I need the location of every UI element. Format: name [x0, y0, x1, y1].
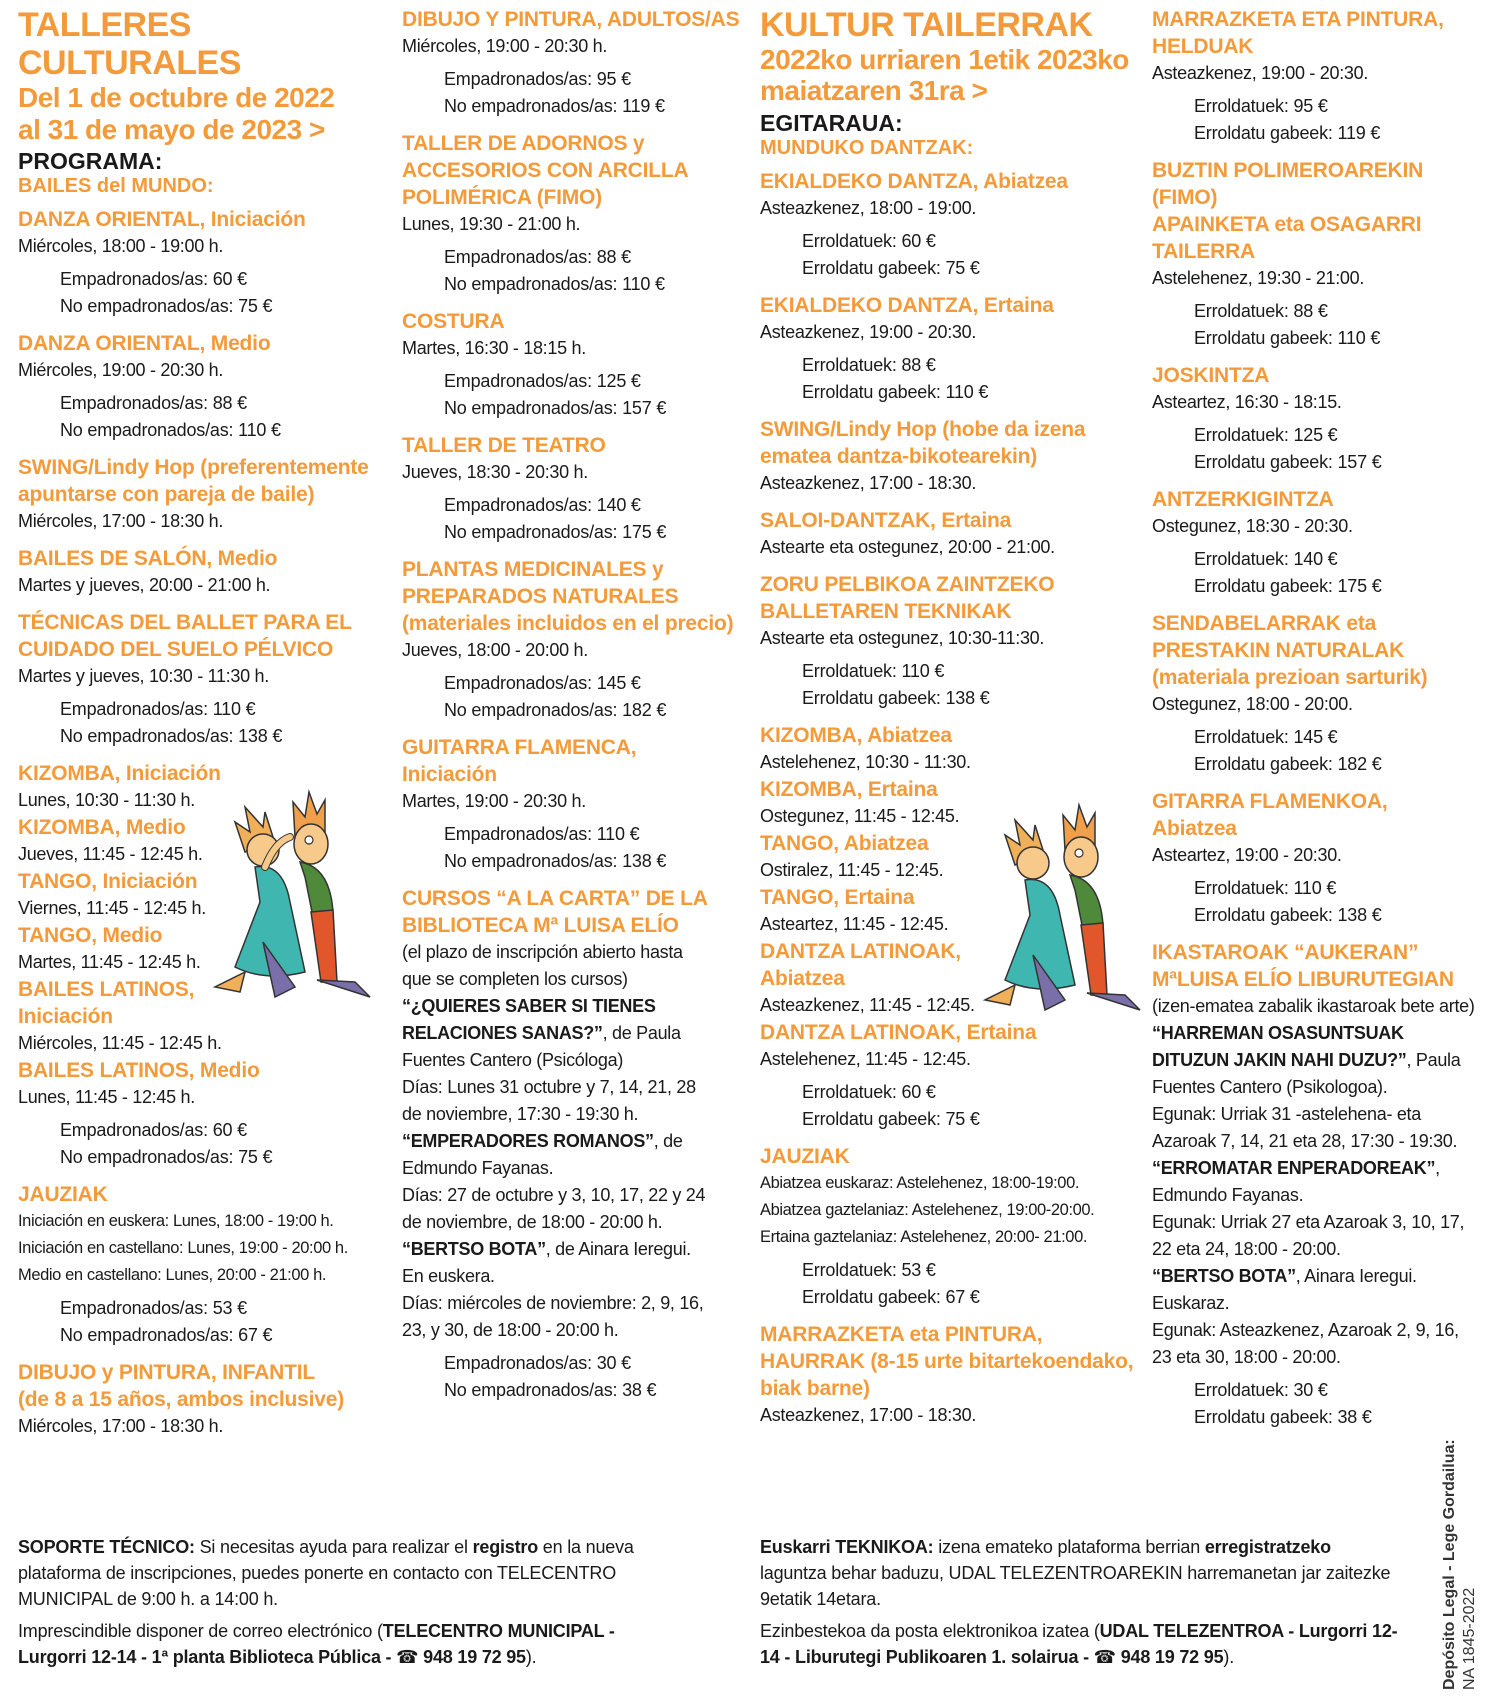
talk-title-line — [1152, 1047, 1482, 1074]
legal-deposit — [1440, 1400, 1480, 1690]
price-block — [1152, 546, 1482, 600]
price-block — [18, 696, 388, 750]
course-schedule: Ostegunez, 18:30 - 20:30. — [1152, 516, 1353, 536]
talk-detail: Fuentes Cantero (Psikologoa). — [1152, 1077, 1388, 1097]
library-title: CURSOS “A LA CARTA” DE LA — [402, 887, 708, 910]
course-price: Erroldatuek: 110 € — [802, 661, 945, 682]
course-schedule: Astelehenez, 11:45 - 12:45. — [760, 1049, 971, 1070]
course-schedule: Lunes, 11:45 - 12:45 h. — [18, 1087, 195, 1108]
course-price: No empadronados/as: 75 € — [60, 296, 273, 317]
course-schedule: Ostiralez, 11:45 - 12:45. — [760, 860, 944, 881]
date-range-eu-1: 2022ko urriaren 1etik 2023ko — [760, 44, 1129, 76]
course-price: Erroldatu gabeek: 175 € — [1194, 576, 1382, 596]
course-section — [760, 722, 1145, 776]
course-schedule: Astelehenez, 19:30 - 21:00. — [1152, 268, 1365, 288]
course-price: Erroldatuek: 110 € — [1194, 878, 1337, 898]
course-title: BUZTIN POLIMEROAREKIN (FIMO) — [1152, 159, 1424, 209]
column-es-2 — [402, 6, 762, 1404]
course-schedule: Asteartez, 16:30 - 18:15. — [1152, 392, 1342, 412]
talk-title-line — [1152, 1263, 1482, 1290]
price-block — [18, 1295, 388, 1349]
course-price: Erroldatuek: 60 € — [802, 231, 936, 252]
course-schedule: Asteazkenez, 18:00 - 19:00. — [760, 198, 977, 219]
course-price: Erroldatu gabeek: 182 € — [1194, 754, 1382, 774]
library-title: MªLUISA ELÍO LIBURUTEGIAN — [1152, 968, 1454, 991]
talk-detail: de noviembre, 17:30 - 19:30 h. — [402, 1104, 639, 1124]
date-range-es-2: al 31 de mayo de 2023 > — [18, 113, 325, 145]
course-price: Erroldatu gabeek: 110 € — [1194, 328, 1381, 348]
course-title: GITARRA FLAMENKOA, — [1152, 790, 1388, 813]
course-price: Empadronados/as: 140 € — [444, 495, 641, 515]
dancing-couple-drawing — [985, 805, 1140, 1010]
price-block — [402, 492, 762, 546]
course-title: Iniciación — [18, 1005, 113, 1029]
course-schedule: Miércoles, 17:00 - 18:30 h. — [18, 511, 224, 532]
course-title: APAINKETA eta OSAGARRI TAILERRA — [1152, 213, 1422, 263]
course-schedule: Medio en castellano: Lunes, 20:00 - 21:00 h. — [18, 1266, 327, 1285]
course-title: TANGO, Iniciación — [18, 870, 198, 894]
library-title: IKASTAROAK “AUKERAN” — [1152, 941, 1419, 964]
talk-title-line — [1152, 1020, 1482, 1047]
tech-support-eu-text1: izena emateko plataforma berrian — [933, 1537, 1205, 1557]
tech-support-eu-contact: UDAL TELEZENTROA - Lurgorri 12-14 - Liburutegi Publikoaren 1. solairua - ☎ 948 19 72 95 — [760, 1621, 1398, 1667]
page-title-eu: KULTUR TAILERRAK — [760, 6, 1093, 44]
price-block — [18, 1117, 388, 1171]
talk-detail: 23, y 30, de 18:00 - 20:00 h. — [402, 1320, 619, 1340]
column-es-1 — [18, 6, 388, 1450]
course-schedule: Astearte eta ostegunez, 20:00 - 21:00. — [760, 537, 1055, 558]
talk-author: , — [1435, 1158, 1440, 1178]
munduko-dantzak-label: MUNDUKO DANTZAK: — [760, 137, 974, 160]
course-title: apuntarse con pareja de baile) — [18, 483, 315, 507]
course-schedule: Martes, 16:30 - 18:15 h. — [402, 338, 586, 358]
course-price: Erroldatuek: 88 € — [802, 355, 936, 376]
dancing-couple-illustration-eu — [975, 795, 1175, 1020]
course-title: EKIALDEKO DANTZA, Abiatzea — [760, 170, 1068, 194]
tech-support-es-registro: registro — [472, 1537, 538, 1557]
course-price: Erroldatu gabeek: 157 € — [1194, 452, 1382, 472]
talk-detail: En euskera. — [402, 1266, 495, 1286]
talk-detail: 22 eta 24, 18:00 - 20:00. — [1152, 1239, 1341, 1259]
course-title: Abiatzea — [760, 967, 845, 991]
course-schedule: Asteazkenez, 19:00 - 20:30. — [760, 322, 977, 343]
talk-author: , de Ainara Ieregui. — [545, 1239, 691, 1259]
course-schedule: Viernes, 11:45 - 12:45 h. — [18, 898, 206, 919]
course-price: Erroldatu gabeek: 75 € — [802, 258, 980, 279]
dancing-couple-drawing — [215, 792, 370, 997]
course-price: Erroldatuek: 60 € — [802, 1082, 936, 1103]
course-title: KIZOMBA, Iniciación — [18, 762, 221, 786]
course-title: DANZA ORIENTAL, Medio — [18, 332, 271, 356]
price-block — [402, 1350, 762, 1404]
course-price: Empadronados/as: 30 € — [444, 1353, 631, 1373]
column-eu-1 — [760, 6, 1145, 1439]
tech-support-es-text3: Imprescindible disponer de correo electrónico ( — [18, 1621, 383, 1641]
talk-detail: 23 eta 30, 18:00 - 20:00. — [1152, 1347, 1341, 1367]
course-schedule: Asteartez, 11:45 - 12:45. — [760, 914, 949, 935]
price-block — [402, 368, 762, 422]
talk-detail: Azaroak 7, 14, 21 eta 28, 17:30 - 19:30. — [1152, 1131, 1458, 1151]
course-title: BAILES LATINOS, — [18, 978, 195, 1002]
course-price: No empadronados/as: 38 € — [444, 1380, 657, 1400]
course-title: ACCESORIOS CON ARCILLA — [402, 159, 689, 182]
price-block — [1152, 298, 1482, 352]
course-title: EKIALDEKO DANTZA, Ertaina — [760, 294, 1054, 318]
course-title: JOSKINTZA — [1152, 364, 1270, 387]
course-section — [18, 1359, 388, 1440]
course-title: KIZOMBA, Abiatzea — [760, 724, 952, 748]
course-price: No empadronados/as: 75 € — [60, 1147, 273, 1168]
date-range-eu-2: maiatzaren 31ra > — [760, 75, 988, 107]
course-price: Erroldatuek: 30 € — [1194, 1380, 1328, 1400]
talk-detail: Edmundo Fayanas. — [1152, 1185, 1304, 1205]
talk-title: “BERTSO BOTA” — [402, 1239, 546, 1259]
course-schedule: Ostegunez, 11:45 - 12:45. — [760, 806, 960, 827]
course-price: Erroldatu gabeek: 75 € — [802, 1109, 980, 1130]
course-title: Abiatzea — [1152, 817, 1237, 840]
library-intro: (izen-ematea zabalik ikastaroak bete arte) — [1152, 996, 1475, 1016]
egitaraua-label: EGITARAUA: — [760, 109, 903, 136]
course-title: KIZOMBA, Medio — [18, 816, 186, 840]
talk-author: , de Paula — [602, 1023, 681, 1043]
course-price: Erroldatu gabeek: 138 € — [1194, 905, 1382, 925]
course-title: DIBUJO y PINTURA, INFANTIL — [18, 1361, 315, 1385]
course-title: PRESTAKIN NATURALAK — [1152, 639, 1405, 662]
talk-title-line — [402, 993, 762, 1020]
course-price: Empadronados/as: 60 € — [60, 1120, 247, 1141]
library-title: BIBLIOTECA Mª LUISA ELÍO — [402, 914, 679, 937]
talk-detail: Euskaraz. — [1152, 1293, 1230, 1313]
course-schedule: Miércoles, 19:00 - 20:30 h. — [402, 36, 608, 56]
course-title: DANTZA LATINOAK, Ertaina — [760, 1021, 1037, 1045]
talk-title: DITUZUN JAKIN NAHI DUZU?” — [1152, 1050, 1407, 1070]
price-block — [1152, 93, 1482, 147]
course-title: HELDUAK — [1152, 35, 1254, 58]
course-section — [1152, 157, 1482, 352]
library-intro: (el plazo de inscripción abierto hasta — [402, 942, 683, 962]
tech-support-es-para2 — [18, 1618, 678, 1670]
talk-author: , de — [653, 1131, 683, 1151]
course-title: ANTZERKIGINTZA — [1152, 488, 1334, 511]
price-block — [402, 821, 762, 875]
tech-support-eu-text3: Ezinbestekoa da posta elektronikoa izatea ( — [760, 1621, 1100, 1641]
course-schedule: Jueves, 18:00 - 20:00 h. — [402, 640, 588, 660]
course-section — [402, 556, 762, 724]
talk-title-line — [1152, 1155, 1482, 1182]
course-schedule: Martes y jueves, 20:00 - 21:00 h. — [18, 575, 271, 596]
course-section — [1152, 610, 1482, 778]
course-schedule: Lunes, 19:30 - 21:00 h. — [402, 214, 581, 234]
course-section — [760, 1019, 1145, 1133]
price-block — [402, 244, 762, 298]
course-section — [18, 454, 388, 535]
course-section — [402, 308, 762, 422]
library-courses-es — [402, 885, 762, 1404]
course-title: POLIMÉRICA (FIMO) — [402, 186, 602, 209]
course-section — [1152, 486, 1482, 600]
price-block — [760, 1079, 1145, 1133]
course-section — [402, 6, 762, 120]
course-price: Erroldatuek: 53 € — [802, 1260, 936, 1281]
course-price: Empadronados/as: 88 € — [60, 393, 247, 414]
course-section — [1152, 6, 1482, 147]
course-title: SALOI-DANTZAK, Ertaina — [760, 509, 1012, 533]
course-price: Erroldatu gabeek: 110 € — [802, 382, 989, 403]
column-eu-2 — [1152, 6, 1482, 1431]
course-schedule: Jueves, 11:45 - 12:45 h. — [18, 844, 203, 865]
course-schedule: Asteazkenez, 19:00 - 20:30. — [1152, 63, 1369, 83]
course-title: CUIDADO DEL SUELO PÉLVICO — [18, 638, 334, 662]
course-title: TANGO, Medio — [18, 924, 163, 948]
talk-detail: Fuentes Cantero (Psicóloga) — [402, 1050, 624, 1070]
course-title: GUITARRA FLAMENCA, — [402, 736, 637, 759]
tech-support-es-text2: en la nueva plataforma de inscripciones, puedes ponerte en contacto con TELECENTRO MUNICIPAL de 9:00 h. a 14:00 h. — [18, 1537, 634, 1609]
course-title: BALLETAREN TEKNIKAK — [760, 600, 1012, 624]
course-section — [760, 292, 1145, 406]
course-title: COSTURA — [402, 310, 505, 333]
course-price: Erroldatu gabeek: 38 € — [1194, 1407, 1372, 1427]
course-title: DANZA ORIENTAL, Iniciación — [18, 208, 306, 232]
bailes-mundo-label: BAILES del MUNDO: — [18, 175, 214, 198]
talk-title: “EMPERADORES ROMANOS” — [402, 1131, 654, 1151]
course-section — [18, 330, 388, 444]
course-schedule: Iniciación en euskera: Lunes, 18:00 - 19:00 h. — [18, 1212, 334, 1231]
course-price: No empadronados/as: 67 € — [60, 1325, 273, 1346]
course-title: ZORU PELBIKOA ZAINTZEKO — [760, 573, 1055, 597]
talk-title: “BERTSO BOTA” — [1152, 1266, 1296, 1286]
tech-support-eu-erregistratzeko: erregistratzeko — [1204, 1537, 1331, 1557]
course-title: JAUZIAK — [18, 1183, 108, 1207]
course-price: No empadronados/as: 119 € — [444, 96, 665, 116]
course-section — [760, 507, 1145, 561]
course-title: (de 8 a 15 años, ambos inclusive) — [18, 1388, 345, 1412]
course-title: (materiales incluidos en el precio) — [402, 612, 734, 635]
course-title: DANTZA LATINOAK, — [760, 940, 961, 964]
course-price: Empadronados/as: 88 € — [444, 247, 631, 267]
course-schedule: Abiatzea gaztelaniaz: Astelehenez, 19:00-20:00. — [760, 1201, 1095, 1220]
course-price: Erroldatu gabeek: 138 € — [802, 688, 990, 709]
course-price: Empadronados/as: 110 € — [60, 699, 256, 720]
talk-detail: Días: miércoles de noviembre: 2, 9, 16, — [402, 1293, 704, 1313]
course-title: TANGO, Abiatzea — [760, 832, 929, 856]
course-section — [1152, 362, 1482, 476]
programa-label: PROGRAMA: — [18, 147, 163, 174]
course-list-eu-2 — [1152, 6, 1482, 929]
course-schedule: Miércoles, 19:00 - 20:30 h. — [18, 360, 224, 381]
course-schedule: Asteazkenez, 17:00 - 18:30. — [760, 1405, 977, 1426]
tech-support-es-text4: ). — [525, 1647, 537, 1667]
talk-author: , Paula — [1406, 1050, 1461, 1070]
course-price: Erroldatu gabeek: 67 € — [802, 1287, 980, 1308]
course-section — [402, 734, 762, 875]
tech-support-eu-para2 — [760, 1618, 1400, 1670]
course-price: No empadronados/as: 182 € — [444, 700, 667, 720]
talk-detail: Egunak: Urriak 31 -astelehena- eta — [1152, 1104, 1421, 1124]
course-price: Empadronados/as: 60 € — [60, 269, 247, 290]
course-schedule: Ertaina gaztelaniaz: Astelehenez, 20:00- 21:00. — [760, 1228, 1088, 1247]
course-price: No empadronados/as: 157 € — [444, 398, 667, 418]
talk-title-line — [402, 1236, 762, 1263]
course-title: HAURRAK (8-15 urte bitartekoendako, — [760, 1350, 1134, 1374]
course-price: Erroldatuek: 140 € — [1194, 549, 1338, 569]
course-price: Erroldatuek: 88 € — [1194, 301, 1328, 321]
price-block — [1152, 875, 1482, 929]
course-schedule: Abiatzea euskaraz: Astelehenez, 18:00-19:00. — [760, 1174, 1080, 1193]
price-block — [402, 670, 762, 724]
legal-deposit-number: NA 1845-2022 — [1461, 1587, 1478, 1690]
course-title: JAUZIAK — [760, 1145, 850, 1169]
course-schedule: Miércoles, 18:00 - 19:00 h. — [18, 236, 224, 257]
tech-support-es-lead: SOPORTE TÉCNICO: — [18, 1537, 195, 1557]
course-title: KIZOMBA, Ertaina — [760, 778, 938, 802]
course-section — [18, 1181, 388, 1349]
course-price: Empadronados/as: 145 € — [444, 673, 641, 693]
talk-title: RELACIONES SANAS?” — [402, 1023, 603, 1043]
course-section — [18, 1057, 388, 1171]
tech-support-es-para1 — [18, 1534, 678, 1612]
course-title: TÉCNICAS DEL BALLET PARA EL — [18, 611, 352, 635]
course-section — [18, 206, 388, 320]
tech-support-es-contact: TELECENTRO MUNICIPAL - Lurgorri 12-14 - 1ª planta Biblioteca Pública - ☎ 948 19 72 95 — [18, 1621, 615, 1667]
talk-title: “HARREMAN OSASUNTSUAK — [1152, 1023, 1404, 1043]
price-block — [18, 390, 388, 444]
course-price: No empadronados/as: 110 € — [60, 420, 281, 441]
price-block — [1152, 724, 1482, 778]
course-price: No empadronados/as: 138 € — [444, 851, 667, 871]
course-title: BAILES LATINOS, Medio — [18, 1059, 260, 1083]
tech-support-eu-text2: laguntza behar baduzu, UDAL TELEZENTROAREKIN harremanetan jar zaitezke 9etatik 14etara. — [760, 1563, 1391, 1609]
course-list-es-2 — [402, 6, 762, 875]
talk-author: , Ainara Ieregui. — [1295, 1266, 1417, 1286]
course-price: No empadronados/as: 110 € — [444, 274, 665, 294]
course-price: Erroldatuek: 145 € — [1194, 727, 1338, 747]
course-section — [18, 545, 388, 599]
course-title: MARRAZKETA eta PINTURA, — [760, 1323, 1043, 1347]
talk-detail: Días: Lunes 31 octubre y 7, 14, 21, 28 — [402, 1077, 696, 1097]
course-title: TALLER DE ADORNOS y — [402, 132, 645, 155]
talk-title-line — [402, 1020, 762, 1047]
course-price: Empadronados/as: 53 € — [60, 1298, 247, 1319]
course-schedule: Jueves, 18:30 - 20:30 h. — [402, 462, 588, 482]
course-title: SWING/Lindy Hop (hobe da izena — [760, 418, 1086, 442]
course-title: PLANTAS MEDICINALES y — [402, 558, 664, 581]
course-price: Erroldatu gabeek: 119 € — [1194, 123, 1381, 143]
course-schedule: Asteazkenez, 17:00 - 18:30. — [760, 473, 977, 494]
course-schedule: Miércoles, 17:00 - 18:30 h. — [18, 1416, 224, 1437]
talk-title-line — [402, 1128, 762, 1155]
course-title: SWING/Lindy Hop (preferentemente — [18, 456, 369, 480]
date-range-es-1: Del 1 de octubre de 2022 — [18, 82, 335, 114]
course-title: biak barne) — [760, 1377, 870, 1401]
talk-detail: de noviembre, de 18:00 - 20:00 h. — [402, 1212, 663, 1232]
course-price: Empadronados/as: 95 € — [444, 69, 631, 89]
talk-detail: Egunak: Asteazkenez, Azaroak 2, 9, 16, — [1152, 1320, 1459, 1340]
tech-support-eu — [760, 1534, 1400, 1670]
course-title: TANGO, Ertaina — [760, 886, 915, 910]
legal-deposit-label: Depósito Legal - Lege Gordailua: — [1441, 1439, 1458, 1690]
dancing-couple-illustration — [205, 782, 405, 1007]
talk-detail: Edmundo Fayanas. — [402, 1158, 554, 1178]
talk-title: “¿QUIERES SABER SI TIENES — [402, 996, 656, 1016]
course-title: PREPARADOS NATURALES — [402, 585, 679, 608]
tech-support-eu-text4: ). — [1223, 1647, 1235, 1667]
course-section — [760, 1143, 1145, 1311]
course-title: MARRAZKETA ETA PINTURA, — [1152, 8, 1444, 31]
price-block — [760, 352, 1145, 406]
price-block — [760, 658, 1145, 712]
talk-title: “ERROMATAR ENPERADOREAK” — [1152, 1158, 1436, 1178]
course-schedule: Martes, 11:45 - 12:45 h. — [18, 952, 201, 973]
price-block — [18, 266, 388, 320]
course-section — [760, 168, 1145, 282]
price-block — [1152, 1377, 1482, 1431]
course-price: Erroldatuek: 95 € — [1194, 96, 1328, 116]
tech-support-es-text1: Si necesitas ayuda para realizar el — [194, 1537, 473, 1557]
course-schedule: Martes y jueves, 10:30 - 11:30 h. — [18, 666, 269, 687]
price-block — [760, 228, 1145, 282]
course-title: ematea dantza-bikotearekin) — [760, 445, 1038, 469]
course-section — [402, 432, 762, 546]
course-title: TALLER DE TEATRO — [402, 434, 606, 457]
price-block — [402, 66, 762, 120]
course-price: No empadronados/as: 175 € — [444, 522, 667, 542]
talk-detail: Días: 27 de octubre y 3, 10, 17, 22 y 24 — [402, 1185, 706, 1205]
library-courses-eu — [1152, 939, 1482, 1431]
course-price: Empadronados/as: 125 € — [444, 371, 641, 391]
course-section — [760, 416, 1145, 497]
course-schedule: Martes, 19:00 - 20:30 h. — [402, 791, 586, 811]
course-schedule: Lunes, 10:30 - 11:30 h. — [18, 790, 195, 811]
price-block — [1152, 422, 1482, 476]
course-schedule: Asteartez, 19:00 - 20:30. — [1152, 845, 1342, 865]
course-title: SENDABELARRAK eta — [1152, 612, 1377, 635]
course-schedule: Astearte eta ostegunez, 10:30-11:30. — [760, 628, 1045, 649]
course-section — [760, 571, 1145, 712]
course-section — [760, 1321, 1145, 1429]
course-title: (materiala prezioan sarturik) — [1152, 666, 1428, 689]
course-section — [402, 130, 762, 298]
course-schedule: Astelehenez, 10:30 - 11:30. — [760, 752, 971, 773]
tech-support-eu-lead: Euskarri TEKNIKOA: — [760, 1537, 934, 1557]
course-schedule: Ostegunez, 18:00 - 20:00. — [1152, 694, 1353, 714]
course-section — [1152, 788, 1482, 929]
course-section — [18, 609, 388, 750]
course-price: No empadronados/as: 138 € — [60, 726, 283, 747]
talk-detail: Egunak: Urriak 27 eta Azaroak 3, 10, 17, — [1152, 1212, 1465, 1232]
price-block — [760, 1257, 1145, 1311]
course-price: Empadronados/as: 110 € — [444, 824, 640, 844]
page-title-es: TALLERES CULTURALES — [18, 6, 241, 83]
course-title: DIBUJO Y PINTURA, ADULTOS/AS — [402, 8, 740, 31]
course-schedule: Miércoles, 11:45 - 12:45 h. — [18, 1033, 222, 1054]
course-title: BAILES DE SALÓN, Medio — [18, 547, 278, 571]
library-intro: que se completen los cursos) — [402, 969, 628, 989]
tech-support-eu-para1 — [760, 1534, 1400, 1612]
course-schedule: Iniciación en castellano: Lunes, 19:00 - 20:00 h. — [18, 1239, 348, 1258]
course-price: Erroldatuek: 125 € — [1194, 425, 1338, 445]
tech-support-es — [18, 1534, 678, 1670]
course-schedule: Asteazkenez, 11:45 - 12:45. — [760, 995, 975, 1016]
course-title: Iniciación — [402, 763, 497, 786]
